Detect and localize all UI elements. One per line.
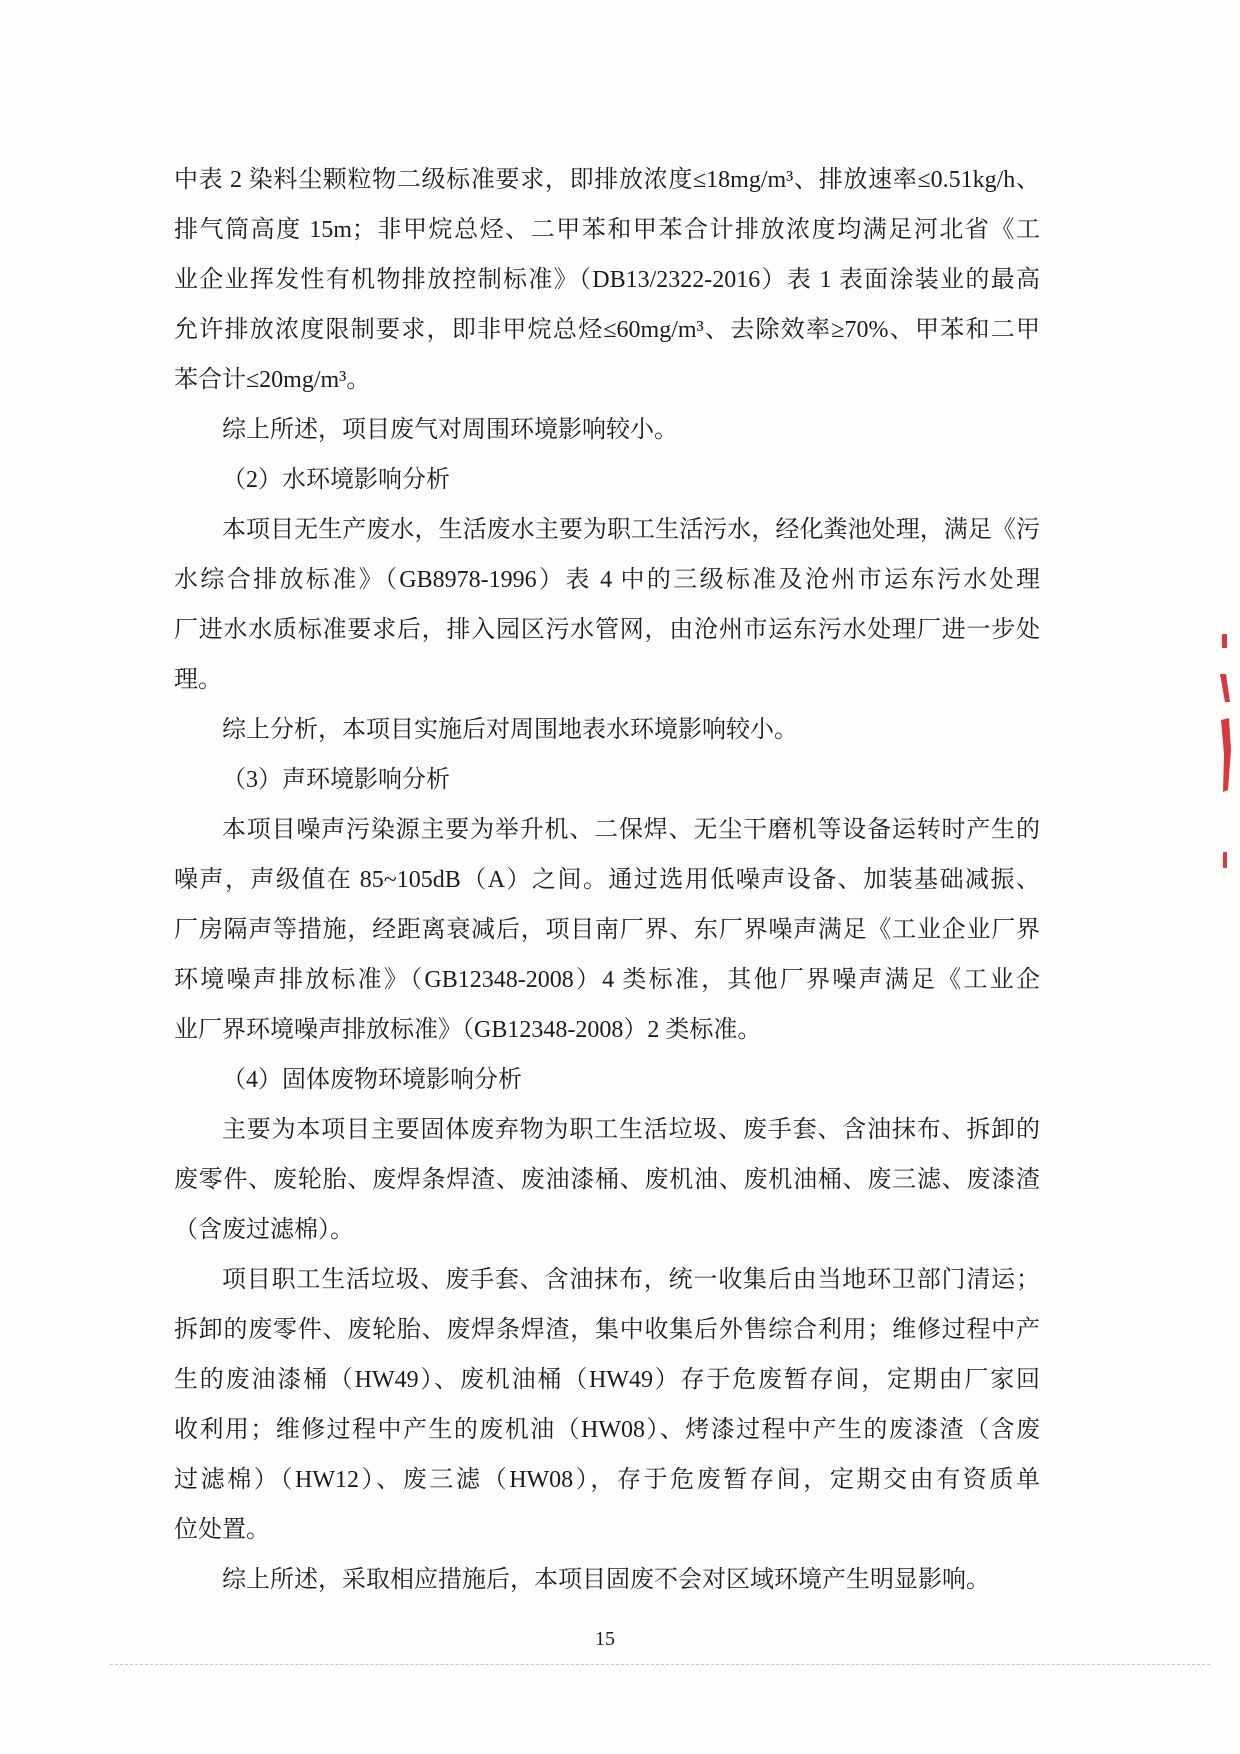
body-text-line: 水综合排放标准》（GB8978-1996）表 4 中的三级标准及沧州市运东污水处理 [174,567,1040,593]
body-text-line: 厂进水水质标准要求后，排入园区污水管网，由沧州市运东污水处理厂进一步处 [174,617,1040,643]
body-text-line: 厂房隔声等措施，经距离衰减后，项目南厂界、东厂界噪声满足《工业企业厂界 [174,917,1040,943]
body-text-line: 中表 2 染料尘颗粒物二级标准要求，即排放浓度≤18mg/m³、排放速率≤0.51kg/h、 [174,167,1040,193]
page-number: 15 [595,1628,615,1650]
seal-mark [1222,634,1227,648]
body-text-line: 噪声，声级值在 85~105dB（A）之间。通过选用低噪声设备、加装基础减振、 [174,867,1040,893]
body-text-line: 业厂界环境噪声排放标准》（GB12348-2008）2 类标准。 [174,1017,762,1043]
seal-mark [1223,852,1227,868]
body-text-line: 环境噪声排放标准》（GB12348-2008）4 类标准，其他厂界噪声满足《工业企 [174,967,1040,993]
section-heading-noise: （3）声环境影响分析 [222,767,450,793]
body-text-line: （含废过滤棉）。 [174,1217,354,1243]
seal-stamp-fragment [1212,630,1236,880]
body-text-line: 本项目噪声污染源主要为举升机、二保焊、无尘干磨机等设备运转时产生的 [222,817,1040,843]
body-text-line: 综上所述，采取相应措施后，本项目固废不会对区域环境产生明显影响。 [222,1567,990,1593]
document-body [174,155,1040,1605]
body-text-line: 综上所述，项目废气对周围环境影响较小。 [222,417,678,443]
body-text-line: 苯合计≤20mg/m³。 [174,367,371,393]
seal-mark [1220,674,1230,702]
body-text-line: 废零件、废轮胎、废焊条焊渣、废油漆桶、废机油、废机油桶、废三滤、废漆渣 [174,1167,1040,1193]
body-text-line: 位处置。 [174,1517,270,1543]
body-text-line: 理。 [174,667,222,693]
body-text-line: 收利用；维修过程中产生的废机油（HW08）、烤漆过程中产生的废漆渣（含废 [174,1417,1040,1443]
body-text-line: 项目职工生活垃圾、废手套、含油抹布，统一收集后由当地环卫部门清运； [222,1267,1040,1293]
body-text-line: 业企业挥发性有机物排放控制标准》（DB13/2322-2016）表 1 表面涂装业的最高 [174,267,1040,293]
body-text-line: 过滤棉）（HW12）、废三滤（HW08），存于危废暂存间，定期交由有资质单 [174,1467,1040,1493]
section-heading-water: （2）水环境影响分析 [222,467,450,493]
body-text-line: 排气筒高度 15m；非甲烷总烃、二甲苯和甲苯合计排放浓度均满足河北省《工 [174,217,1040,243]
body-text-line: 生的废油漆桶（HW49）、废机油桶（HW49）存于危废暂存间，定期由厂家回 [174,1367,1040,1393]
body-text-line: 本项目无生产废水，生活废水主要为职工生活污水，经化粪池处理，满足《污 [222,517,1040,543]
seal-mark [1221,718,1231,792]
body-text-line: 拆卸的废零件、废轮胎、废焊条焊渣，集中收集后外售综合利用；维修过程中产 [174,1317,1040,1343]
body-text-line: 主要为本项目主要固体废弃物为职工生活垃圾、废手套、含油抹布、拆卸的 [222,1117,1040,1143]
scan-edge-line [110,1664,1210,1665]
section-heading-solid-waste: （4）固体废物环境影响分析 [222,1067,522,1093]
body-text-line: 允许排放浓度限制要求，即非甲烷总烃≤60mg/m³、去除效率≥70%、甲苯和二甲 [174,317,1040,343]
body-text-line: 综上分析，本项目实施后对周围地表水环境影响较小。 [222,717,798,743]
